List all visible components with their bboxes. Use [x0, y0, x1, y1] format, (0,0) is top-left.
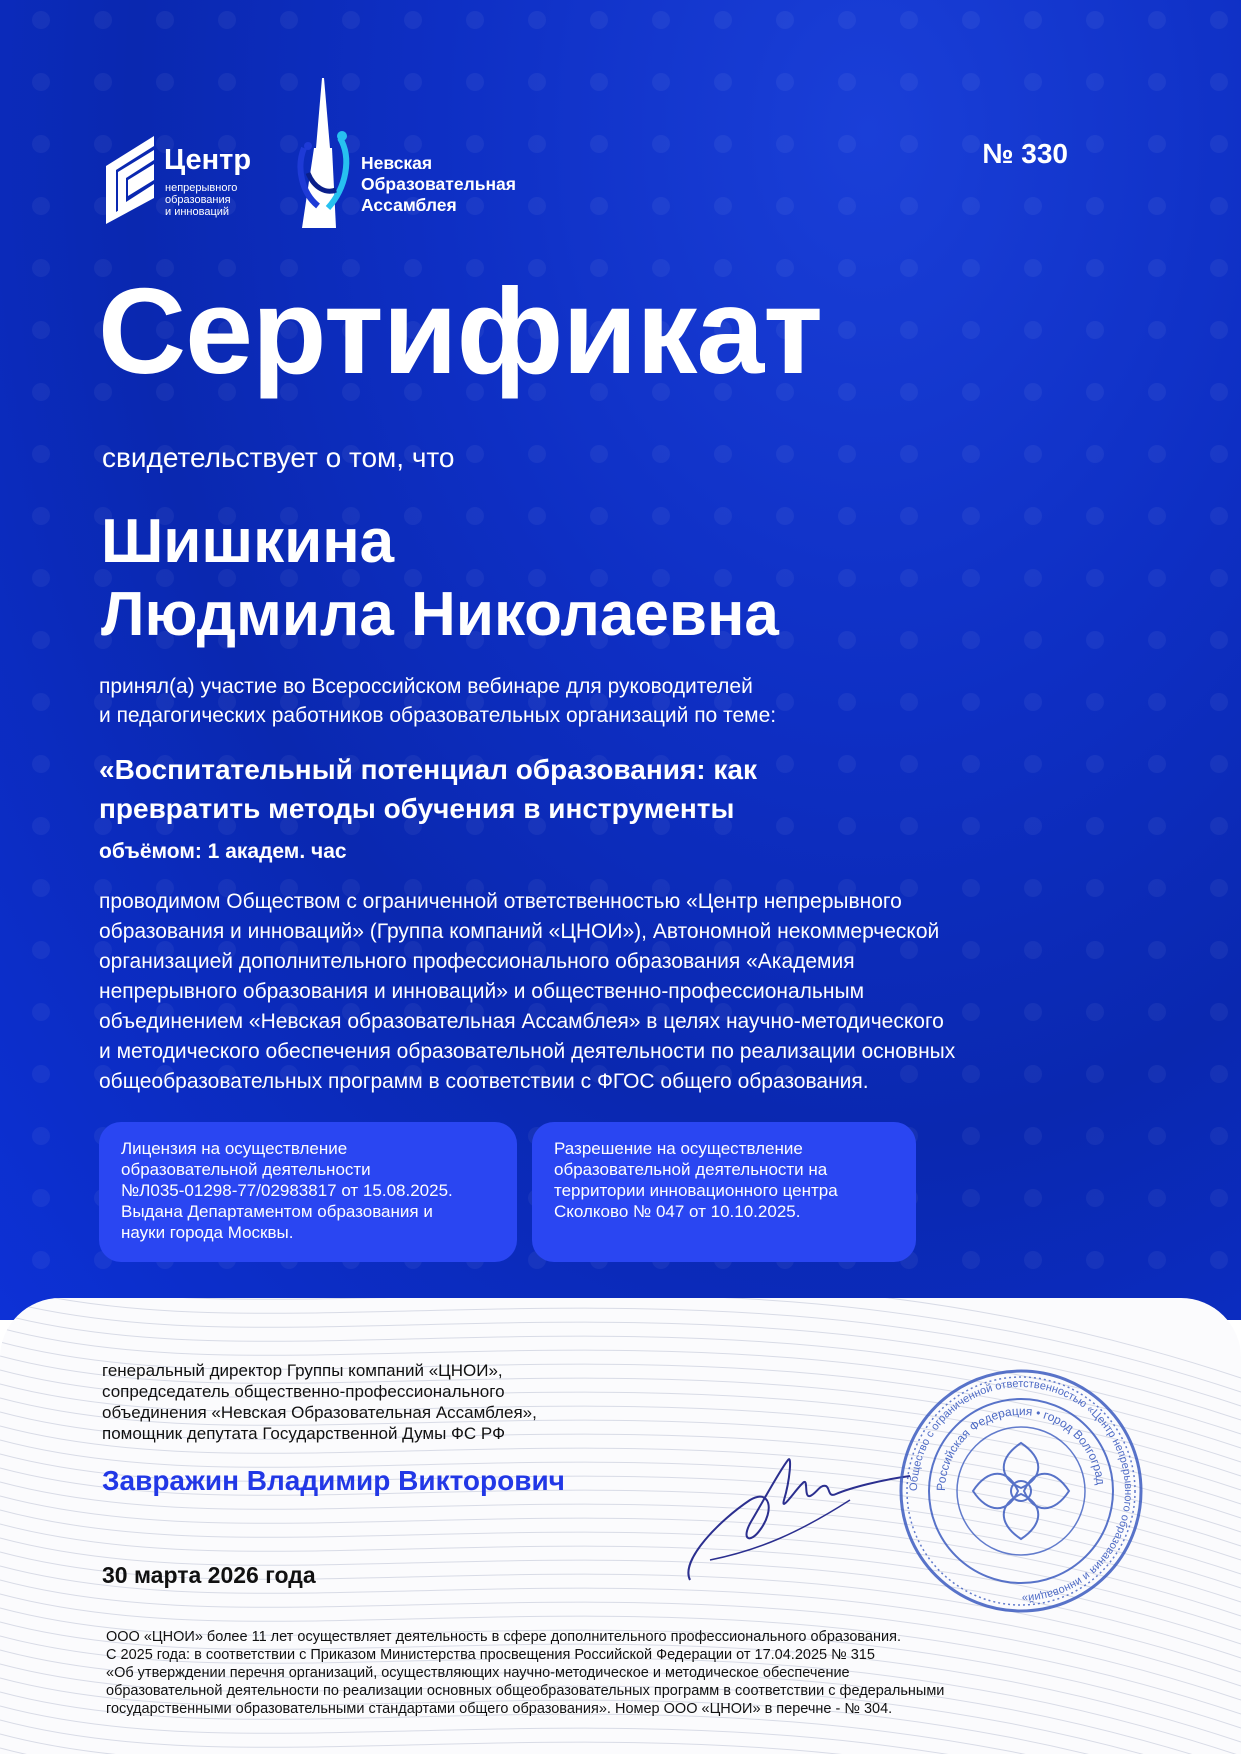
signer-role: генеральный директор Группы компаний «ЦНОИ», сопредседатель общественно-профессионального объединения «Невская Образовательная Ассамблея», помощник депутата Государственной Думы ФС РФ: [102, 1361, 537, 1443]
official-stamp: [898, 1368, 1144, 1614]
permit-card: Разрешение на осуществление образовательной деятельности на территории инновационного центра Сколково № 047 от 10.10.2025.: [532, 1122, 916, 1262]
footer-legal-text: ООО «ЦНОИ» более 11 лет осуществляет деятельность в сфере дополнительного профессионального образования. С 2025 года: в соответствии с Приказом Министерства просвещения Российской Федерации от 17.04.2025 № 315 «Об утверждении перечня организаций, осуществляющих научно-методическое и методическое обеспечение образовательной деятельности по реализации основных общеобразовательных программ в соответствии с федеральными государственными образовательными стандартами общего образования». Номер ООО «ЦНОИ» в перечне - № 304.: [106, 1629, 945, 1717]
book-icon: [104, 132, 160, 224]
center-logo-subtitle: непрерывного образования и инноваций: [165, 182, 238, 218]
signer-name: Завражин Владимир Викторович: [102, 1465, 565, 1496]
recipient-last-name: Шишкина: [101, 507, 395, 576]
issue-date: 30 марта 2026 года: [102, 1562, 316, 1588]
center-logo: [104, 132, 274, 226]
center-logo-name: Центр: [164, 144, 252, 176]
assembly-logo-text: Невская Образовательная Ассамблея: [361, 153, 516, 215]
stamp-outer-text: Общество с ограниченной ответственностью «Центр непрерывного образования и инноваций»: [907, 1377, 1135, 1605]
assembly-logo: [296, 78, 556, 228]
webinar-theme: «Воспитательный потенциал образования: как превратить методы обучения в инструменты: [99, 754, 758, 824]
certificate-number: № 330: [982, 138, 1068, 169]
organizer-description: проводимом Обществом с ограниченной ответственностью «Центр непрерывного образования и инноваций» (Группа компаний «ЦНОИ»), Автономной некоммерческой организацией дополнительного профессионального образования «Академия непрерывного образования и инноваций» и общественно-профессиональным объединением «Невская образовательная Ассамблея» в целях научно-методического и методического обеспечения образовательной деятельности по реализации основных общеобразовательных программ в соответствии с ФГОС общего образования.: [99, 890, 956, 1093]
svg-text:Российская Федерация • город В: [934, 1404, 1108, 1491]
recipient-first-middle-name: Людмила Николаевна: [101, 580, 779, 649]
certificate-subtitle: свидетельствует о том, что: [102, 442, 455, 473]
participation-text: принял(а) участие во Всероссийском вебинаре для руководителей и педагогических работников образовательных организаций по теме:: [99, 675, 777, 727]
license-card: Лицензия на осуществление образовательной деятельности №Л035-01298-77/02983817 от 15.08.2025. Выдана Департаментом образования и науки города Москвы.: [99, 1122, 517, 1262]
spire-icon: [296, 78, 356, 228]
course-volume: объёмом: 1 академ. час: [99, 840, 347, 863]
recipient-name: [101, 505, 779, 651]
certificate-title: Сертификат: [98, 263, 823, 399]
stamp-inner-text: Российская Федерация • город Волгоград: [933, 1403, 1108, 1492]
